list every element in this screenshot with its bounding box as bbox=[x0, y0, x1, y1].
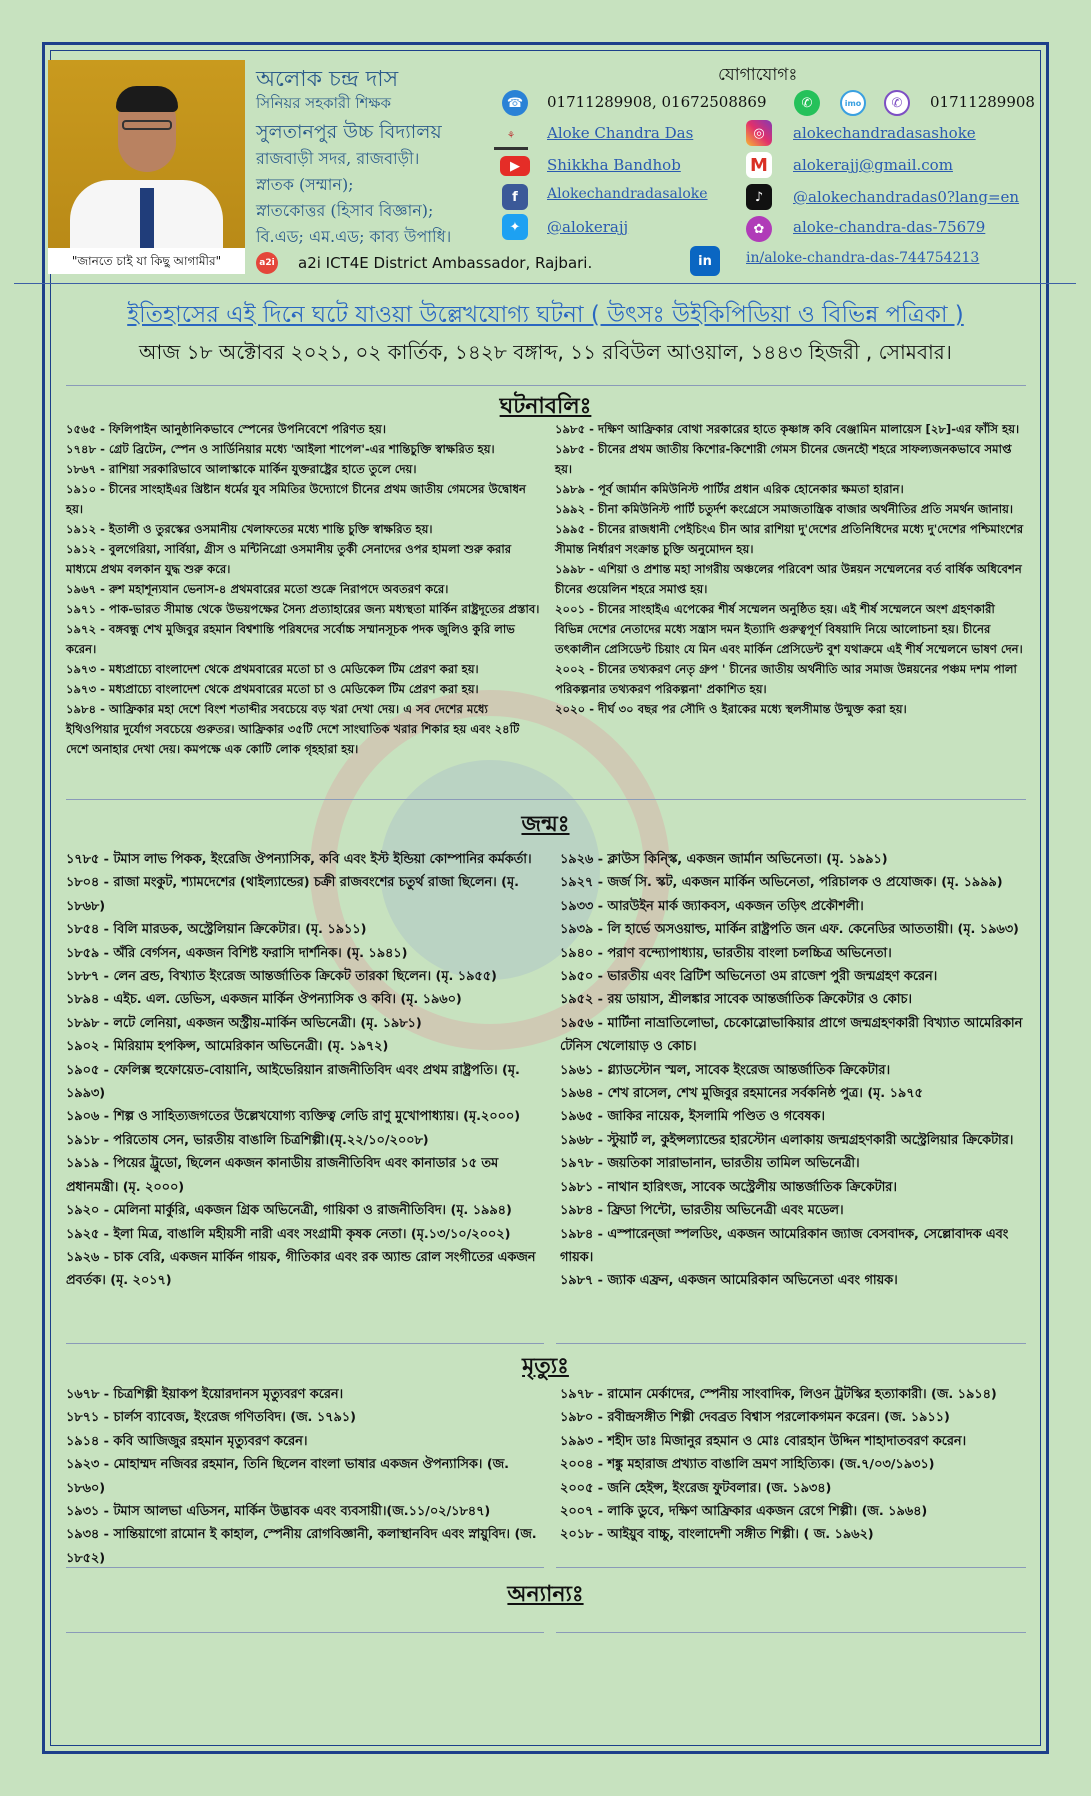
list-item: ১৯২৬ - ক্লাউস কিন্স্কি, একজন জার্মান অভিনেতা। (মৃ. ১৯৯১) bbox=[560, 852, 888, 867]
facebook-icon[interactable]: f bbox=[502, 184, 528, 210]
phone-numbers: 01711289908, 01672508869 bbox=[547, 93, 767, 111]
linkedin-link[interactable]: in/aloke-chandra-das-744754213 bbox=[746, 250, 980, 266]
profile-photo bbox=[48, 60, 245, 248]
list-item: ১৯৮৯ - পূর্ব জার্মান কমিউনিস্ট পার্টির প্রধান এরিক হোনেকার ক্ষমতা হারান। bbox=[555, 482, 904, 496]
list-item: ২০০১ - চীনের সাংহাইএ এপেকের শীর্ষ সম্মেলন অনুষ্ঠিত হয়। এই শীর্ষ সম্মেলনে অংশ গ্রহণকারী বিভিন্ন দেশের নেতাদের মধ্যে সন্ত্রাস দমন ইত্যাদি গুরুত্বপূর্ণ বিষয়াদি নিয়ে আলোচনা হয়। চীনের তৎকালীন প্রেসিডেন্ট চিয়াং যে মিন এবং মার্কিন প্রেসিডেন্ট বুশ যথাক্রমে এই শীর্ষ সম্মেলনে ভাষণ দেন। bbox=[555, 602, 1023, 656]
info-designation: সিনিয়র সহকারী শিক্ষক bbox=[256, 94, 392, 112]
gmail-icon[interactable]: M bbox=[746, 152, 772, 178]
births-left-column bbox=[66, 848, 538, 1293]
deaths-right-column bbox=[560, 1383, 1032, 1547]
list-item: ১৯৭৩ - মধ্যপ্রাচ্যে বাংলাদেশ থেকে প্রথমবারের মতো চা ও মেডিকেল টিম প্রেরণ করা হয়। bbox=[66, 682, 479, 696]
info-degree-3: বি.এড; এম.এড; কাব্য উপাধি। bbox=[256, 227, 452, 246]
list-item: ১৯১৮ - পরিতোষ সেন, ভারতীয় বাঙালি চিত্রশিল্পী।(মৃ.২২/১০/২০০৮) bbox=[66, 1132, 429, 1148]
list-item: ১৯২৭ - জর্জ সি. স্কট, একজন মার্কিন অভিনেতা, পরিচালক ও প্রযোজক। (মৃ. ১৯৯৯) bbox=[560, 875, 1003, 891]
contact-title: যোগাযোগঃ bbox=[718, 65, 798, 85]
twitter-icon[interactable]: ✦ bbox=[502, 214, 528, 240]
list-item: ২০০৫ - জনি হেইন্স, ইংরেজ ফুটবলার। (জ. ১৯৩৪) bbox=[560, 1480, 832, 1496]
list-item: ১৮৯৮ - লটে লেনিয়া, একজন অস্ট্রীয়-মার্কিন অভিনেত্রী। (মৃ. ১৯৮১) bbox=[66, 1015, 422, 1031]
list-item: ১৯২০ - মেলিনা মার্কুরি, একজন গ্রিক অভিনেত্রী, গায়িকা ও রাজনীতিবিদ। (মৃ. ১৯৯৪) bbox=[66, 1203, 512, 1219]
instagram-icon[interactable]: ◎ bbox=[746, 120, 772, 146]
list-item: ১৮৫৯ - অঁরি বের্গসন, একজন বিশিষ্ট ফরাসি দার্শনিক। (মৃ. ১৯৪১) bbox=[66, 945, 408, 961]
list-item: ১৮৯৪ - এইচ. এল. ডেভিস, একজন মার্কিন ঔপন্যাসিক ও কবি। (মৃ. ১৯৬০) bbox=[66, 992, 462, 1008]
events-right-column bbox=[555, 419, 1025, 719]
list-item: ১৮৫৪ - বিলি মারডক, অস্ট্রেলিয়ান ক্রিকেটার। (মৃ. ১৯১১) bbox=[66, 922, 367, 938]
list-item: ১৯৫২ - রয় ডায়াস, শ্রীলঙ্কার সাবেক আন্তর্জাতিক ক্রিকেটার ও কোচ। bbox=[560, 992, 912, 1008]
list-item: ১৯৮৪ - আফ্রিকার মহা দেশে বিংশ শতাব্দীর সবচেয়ে বড় খরা দেখা দেয়। এ সব দেশের মধ্যে ইথিওপিয়ার দুর্যোগ সবচেয়ে গুরুতর। আফ্রিকার ৩৫টি দেশে সাংঘাতিক খরার শিকার হয় এবং ২৪টি দেশে অনাহার দেখা দেয়। কমপক্ষে এক কোটি লোক গৃহহারা হয়। bbox=[66, 702, 520, 756]
list-item: ২০০৪ - শঙ্কু মহারাজ প্রখ্যাত বাঙালি ভ্রমণ সাহিত্যিক। (জ.৭/০৩/১৯৩১) bbox=[560, 1457, 935, 1473]
list-item: ১৯৮৫ - চীনের প্রথম জাতীয় কিশোর-কিশোরী গেমস চীনের জেনহৌ শহরে সাফল্যজনকভাবে সমাপ্ত হয়। bbox=[555, 442, 1012, 476]
section-divider bbox=[556, 1567, 1026, 1568]
profile-quote: "জানতে চাই যা কিছু আগামীর" bbox=[48, 248, 245, 274]
a2i-logo-icon: a2i bbox=[256, 252, 278, 274]
list-item: ২০২০ - দীর্ঘ ৩০ বছর পর সৌদি ও ইরাকের মধ্যে স্থলসীমান্ত উন্মুক্ত করা হয়। bbox=[555, 702, 907, 716]
list-item: ১৯৮৭ - জ্যাক এফ্রন, একজন আমেরিকান অভিনেতা এবং গায়ক। bbox=[560, 1273, 898, 1289]
list-item: ১৯৩৩ - আরউইন মার্ক জ্যাকবস, একজন তড়িৎ প্রকৌশলী। bbox=[560, 898, 864, 914]
list-item: ১৯২৬ - চাক বেরি, একজন মার্কিন গায়ক, গীতিকার এবং রক অ্যান্ড রোল সংগীতের একজন প্রবর্তক। (মৃ. ২০১৭) bbox=[66, 1249, 536, 1289]
shikkha-link[interactable]: Shikkha Bandhob bbox=[547, 156, 681, 174]
list-item: ১৯৭৮ - জয়তিকা সারাভানান, ভারতীয় তামিল অভিনেত্রী। bbox=[560, 1156, 860, 1172]
list-item: ১৭৪৮ - গ্রেট ব্রিটেন, স্পেন ও সার্ডিনিয়ার মধ্যে 'আইলা শাপেল'-এর শান্তিচুক্তি স্বাক্ষরিত হয়। bbox=[66, 442, 495, 456]
list-item: ১৯৬৮ - স্টুয়ার্ট ল, কুইন্সল্যান্ডের হারস্টোন এলাকায় জন্মগ্রহণকারী অস্ট্রেলিয়ার ক্রিকেটার। bbox=[560, 1132, 1014, 1148]
whatsapp-icon[interactable]: ✆ bbox=[794, 90, 820, 116]
list-item: ১৯১৯ - পিয়ের ট্রুডো, ছিলেন একজন কানাডীয় রাজনীতিবিদ এবং কানাডার ১৫ তম প্রধানমন্ত্রী। (মৃ. ২০০০) bbox=[66, 1156, 499, 1195]
youtube-icon[interactable]: ▶ bbox=[500, 156, 530, 176]
list-item: ১৯৪০ - পরাণ বন্দ্যোপাধ্যায়, ভারতীয় বাংলা চলচ্চিত্র অভিনেতা। bbox=[560, 945, 892, 961]
list-item: ১৯১০ - চীনের সাংহাইএর খ্রিষ্টান ধর্মের যুব সমিতির উদ্যোগে চীনের প্রথম জাতীয় গেমসের উদ্বোধন হয়। bbox=[66, 482, 526, 516]
list-item: ১৯২৫ - ইলা মিত্র, বাঙালি মহীয়সী নারী এবং সংগ্রামী কৃষক নেতা। (মৃ.১৩/১০/২০০২) bbox=[66, 1226, 511, 1242]
site-logo-icon: ⚘ bbox=[494, 124, 528, 150]
list-item: ১৯৯৩ - শহীদ ডাঃ মিজানুর রহমান ও মোঃ বোরহান উদ্দিন শাহাদাতবরণ করেন। bbox=[560, 1433, 967, 1449]
list-item: ১৯৮০ - রবীন্দ্রসঙ্গীত শিল্পী দেবব্রত বিশ্বাস পরলোকগমন করেন। (জ. ১৯১১) bbox=[560, 1410, 950, 1426]
list-item: ১৯০৬ - শিল্প ও সাহিত্যজগতের উল্লেখযোগ্য ব্যক্তিত্ব লেডি রাণু মুখোপাধ্যায়। (মৃ.২০০০) bbox=[66, 1109, 521, 1125]
gmail-link[interactable]: alokerajj@gmail.com bbox=[793, 156, 953, 174]
header-divider bbox=[14, 283, 1076, 284]
list-item: ১৯৯৮ - এশিয়া ও প্রশান্ত মহা সাগরীয় অঞ্চলের পরিবেশ আর উন্নয়ন সম্মেলনের বর্ত বার্ষিক অধিবেশন চীনের গুয়েলিন শহরে সমাপ্ত হয়। bbox=[555, 562, 1022, 596]
list-item: ১৯৯৫ - চীনের রাজধানী পেইচিংএ চীন আর রাশিয়া দু'দেশের প্রতিনিধিদের মধ্যে দু'দেশের পশ্চিমাংশের সীমান্ত নির্ধারণ সংক্রান্ত চুক্তি অনুমোদন হয়। bbox=[555, 522, 1024, 556]
deaths-heading: মৃত্যুঃ bbox=[522, 1354, 569, 1379]
info-address: রাজবাড়ী সদর, রাজবাড়ী। bbox=[256, 149, 420, 168]
phone-icon: ☎ bbox=[502, 90, 528, 116]
list-item: ১৯৭৮ - রামোন মের্কাদের, স্পেনীয় সাংবাদিক, লিওন ট্রটস্কির হত্যাকারী। (জ. ১৯১৪) bbox=[560, 1387, 997, 1402]
list-item: ১৭৮৫ - টমাস লাভ পিকক, ইংরেজি ঔপন্যাসিক, কবি এবং ইস্ট ইন্ডিয়া কোম্পানির কর্মকর্তা। bbox=[66, 852, 532, 867]
list-item: ১৯২৩ - মোহাম্মদ নজিবর রহমান, তিনি ছিলেন বাংলা ভাষার একজন ঔপন্যাসিক। (জ. ১৮৬০) bbox=[66, 1457, 509, 1496]
list-item: ২০০৭ - লাকি ডুবে, দক্ষিণ আফ্রিকার একজন রেগে শিল্পী। (জ. ১৯৬৪) bbox=[560, 1504, 928, 1520]
twitter-link[interactable]: @alokerajj bbox=[547, 218, 629, 236]
profile-site-icon[interactable]: ✿ bbox=[746, 216, 772, 242]
info-degree-1: স্নাতক (সম্মান); bbox=[256, 175, 354, 194]
page-title[interactable]: ইতিহাসের এই দিনে ঘটে যাওয়া উল্লেখযোগ্য ঘটনা ( উৎসঃ উইকিপিডিয়া ও বিভিন্ন পত্রিকা ) bbox=[127, 302, 964, 328]
messaging-number: 01711289908 bbox=[930, 93, 1035, 111]
list-item: ২০১৮ - আইয়ুব বাচ্চু, বাংলাদেশী সঙ্গীত শিল্পী। ( জ. ১৯৬২) bbox=[560, 1527, 874, 1543]
list-item: ১৯১২ - ইতালী ও তুরস্কের ওসমানীয় খেলাফতের মধ্যে শান্তি চুক্তি স্বাক্ষরিত হয়। bbox=[66, 522, 433, 536]
list-item: ১৯৫০ - ভারতীয় এবং ব্রিটিশ অভিনেতা ওম রাজেশ পুরী জন্মগ্রহণ করেন। bbox=[560, 969, 938, 985]
list-item: ১৯৮৫ - দক্ষিণ আফ্রিকার বোথা সরকারের হাতে কৃষ্ণাঙ্গ কবি বেঞ্জামিন মালায়েস [২৮]-এর ফাঁসি হয়। bbox=[555, 422, 1020, 436]
facebook-link[interactable]: Alokechandradasaloke bbox=[547, 186, 708, 202]
list-item: ১৮৭১ - চার্লস ব্যাবেজ, ইংরেজ গণিতবিদ। (জ. ১৭৯১) bbox=[66, 1410, 356, 1426]
name-site-link[interactable]: Aloke Chandra Das bbox=[547, 124, 694, 142]
profile-site-link[interactable]: aloke-chandra-das-75679 bbox=[793, 218, 986, 236]
births-right-column bbox=[560, 848, 1032, 1293]
info-degree-2: স্নাতকোত্তর (হিসাব বিজ্ঞান); bbox=[256, 201, 434, 220]
list-item: ১৯৭২ - বঙ্গবন্ধু শেখ মুজিবুর রহমান বিশ্বশান্তি পরিষদের সর্বোচ্চ সম্মানসূচক পদক জুলিও কুরি লাভ করেন। bbox=[66, 622, 515, 656]
author-name: অলোক চন্দ্র দাস bbox=[256, 67, 399, 92]
deaths-left-column bbox=[66, 1383, 538, 1570]
list-item: ১৯১৪ - কবি আজিজুর রহমান মৃত্যুবরণ করেন। bbox=[66, 1433, 308, 1449]
ambassador-text: a2i ICT4E District Ambassador, Rajbari. bbox=[298, 254, 593, 272]
list-item: ১৯৩৯ - লি হার্ভে অসওয়াল্ড, মার্কিন রাষ্ট্রপতি জন এফ. কেনেডির আততায়ী। (মৃ. ১৯৬৩) bbox=[560, 922, 1019, 938]
list-item: ১৯৬১ - গ্ল্যাডস্টোন স্মল, সাবেক ইংরেজ আন্তর্জাতিক ক্রিকেটার। bbox=[560, 1062, 891, 1078]
section-divider bbox=[66, 1567, 544, 1568]
tiktok-link[interactable]: @alokechandradas0?lang=en bbox=[793, 188, 1020, 206]
list-item: ১৯০৫ - ফেলিক্স হুফোয়েত-বোয়ানি, আইভেরিয়ান রাজনীতিবিদ এবং প্রথম রাষ্ট্রপতি। (মৃ. ১৯৯৩) bbox=[66, 1062, 520, 1102]
list-item: ২০০২ - চীনের তথ্যকরণ নেতৃ গ্রুপ ' চীনের জাতীয় অর্থনীতি আর সমাজ উন্নয়নের পঞ্চম দশম পালা পরিকল্পনার তথ্যকরণ পরিকল্পনা' প্রকাশিত হয়। bbox=[555, 662, 1017, 696]
list-item: ১৯৮১ - নাথান হারিৎজ, সাবেক অস্ট্রেলীয় আন্তর্জাতিক ক্রিকেটার। bbox=[560, 1179, 897, 1195]
events-left-column bbox=[66, 419, 542, 759]
list-item: ১৯০২ - মিরিয়াম হপকিন্স, আমেরিকান অভিনেত্রী। (মৃ. ১৯৭২) bbox=[66, 1039, 389, 1055]
list-item: ১৯৩৪ - সান্তিয়াগো রামোন ই কাহাল, স্পেনীয় রোগবিজ্ঞানী, কলাস্থানবিদ এবং স্নায়ুবিদ। (জ. ১৮৫২) bbox=[66, 1527, 537, 1566]
section-divider bbox=[556, 1343, 1026, 1344]
list-item: ১৮০৪ - রাজা মংকুট, শ্যামদেশের (থাইল্যান্ডের) চক্রী রাজবংশের চতুর্থ রাজা ছিলেন। (মৃ. ১৮৬৮) bbox=[66, 875, 519, 914]
instagram-link[interactable]: alokechandradasashoke bbox=[793, 124, 976, 142]
events-heading: ঘটনাবলিঃ bbox=[499, 394, 592, 419]
section-divider bbox=[66, 1632, 544, 1633]
section-divider bbox=[66, 385, 1026, 386]
list-item: ১৯৬৭ - রুশ মহাশূন্যযান ভেনাস-৪ প্রথমবারের মতো শুক্রে নিরাপদে অবতরণ করে। bbox=[66, 582, 449, 596]
list-item: ১৯৫৬ - মার্টিনা নাভ্রাতিলোভা, চেকোস্লোভাকিয়ার প্রাগে জন্মগ্রহণকারী বিখ্যাত আমেরিকান টেনিস খেলোয়াড় ও কোচ। bbox=[560, 1015, 1023, 1055]
list-item: ১৯৮৪ - ফ্রিডা পিন্টো, ভারতীয় অভিনেত্রী এবং মডেল। bbox=[560, 1203, 844, 1219]
list-item: ১৯৭১ - পাক-ভারত সীমান্ত থেকে উভয়পক্ষের সৈন্য প্রত্যাহারের জন্য মধ্যস্থতা মার্কিন রাষ্ট্রদূতের প্রস্তাব। bbox=[66, 602, 540, 616]
date-line: আজ ১৮ অক্টোবর ২০২১, ০২ কার্তিক, ১৪২৮ বঙ্গাব্দ, ১১ রবিউল আওয়াল, ১৪৪৩ হিজরী , সোমবার। bbox=[139, 340, 952, 364]
list-item: ১৯৬৪ - শেখ রাসেল, শেখ মুজিবুর রহমানের সর্বকনিষ্ঠ পুত্র। (মৃ. ১৯৭৫ bbox=[560, 1086, 923, 1102]
list-item: ১৮৬৭ - রাশিয়া সরকারিভাবে আলাস্কাকে মার্কিন যুক্তরাষ্ট্রের হাতে তুলে দেয়। bbox=[66, 462, 417, 476]
info-school: সুলতানপুর উচ্চ বিদ্যালয় bbox=[256, 121, 442, 143]
section-divider bbox=[556, 1632, 1026, 1633]
tiktok-icon[interactable]: ♪ bbox=[746, 184, 772, 210]
list-item: ১৫৬৫ - ফিলিপাইন আনুষ্ঠানিকভাবে স্পেনের উপনিবেশে পরিণত হয়। bbox=[66, 422, 386, 436]
list-item: ১৯৬৫ - জাকির নায়েক, ইসলামি পণ্ডিত ও গবেষক। bbox=[560, 1109, 825, 1125]
list-item: ১৯৭৩ - মধ্যপ্রাচ্যে বাংলাদেশ থেকে প্রথমবারের মতো চা ও মেডিকেল টিম প্রেরণ করা হয়। bbox=[66, 662, 479, 676]
list-item: ১৯৩১ - টমাস আলভা এডিসন, মার্কিন উদ্ভাবক এবং ব্যবসায়ী।(জ.১১/০২/১৮৪৭) bbox=[66, 1504, 491, 1520]
list-item: ১৮৮৭ - লেন ব্রন্ড, বিখ্যাত ইংরেজ আন্তর্জাতিক ক্রিকেট তারকা ছিলেন। (মৃ. ১৯৫৫) bbox=[66, 969, 497, 985]
list-item: ১৯৯২ - চীনা কমিউনিস্ট পার্টি চতুর্দশ কংগ্রেসে সমাজতান্ত্রিক বাজার অর্থনীতির প্রতি সমর্থন জানায়। bbox=[555, 502, 1014, 516]
imo-icon[interactable]: imo bbox=[840, 90, 866, 116]
list-item: ১৬৭৮ - চিত্রশিল্পী ইয়াকপ ইয়োরদানস মৃত্যুবরণ করেন। bbox=[66, 1387, 344, 1402]
others-heading: অন্যান্যঃ bbox=[507, 1582, 584, 1607]
list-item: ১৯১২ - বুলগেরিয়া, সার্বিয়া, গ্রীস ও মন্টিনিগ্রো ওসমানীয় তুর্কী সেনাদের ওপর হামলা শুরু করার মাধ্যমে প্রথম বলকান যুদ্ধ শুরু করে। bbox=[66, 542, 512, 576]
section-divider bbox=[66, 1343, 544, 1344]
linkedin-icon[interactable]: in bbox=[690, 246, 720, 276]
list-item: ১৯৮৪ - এস্পারেন্জা স্পলডিং, একজন আমেরিকান জ্যাজ বেসবাদক, সেল্লোবাদক এবং গায়ক। bbox=[560, 1226, 1009, 1265]
births-heading: জন্মঃ bbox=[521, 812, 570, 837]
section-divider bbox=[66, 799, 1026, 800]
viber-icon[interactable]: ✆ bbox=[884, 90, 910, 116]
